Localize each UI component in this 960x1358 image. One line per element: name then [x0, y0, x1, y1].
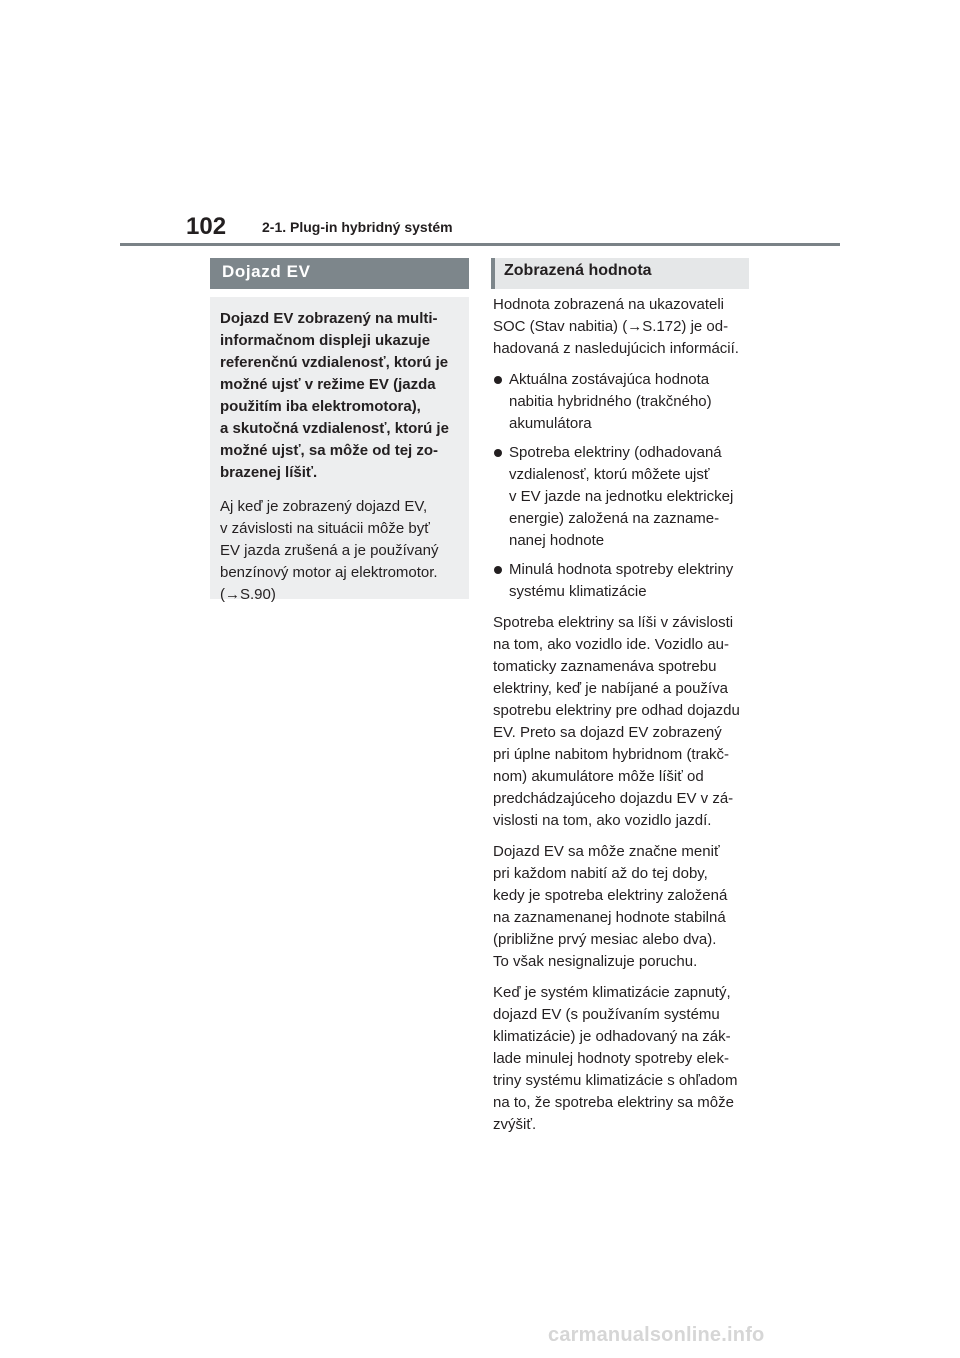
left-info-box: [210, 297, 469, 603]
right-paragraph: Spotreba elektriny sa líši v závislosti na tom, ako vozidlo ide. Vozidlo au- tomaticky zaznamenáva spotrebu elektriny, keď je nabíjané a používa spotrebu elektriny pre odhad dojazdu EV. Preto sa dojazd EV zobrazený pri úplne nabitom hybridnom (trakč- nom) akumulátore môže líšiť od predchádzajúceho dojazdu EV v zá- vislosti na tom, ako vozidlo jazdí.: [493, 614, 740, 829]
left-normal-text: Aj keď je zobrazený dojazd EV, v závislosti na situácii môže byť EV jazda zrušená a je používaný benzínový motor aj elektromotor. (→S.90): [220, 498, 439, 603]
list-item: [493, 369, 755, 435]
list-item: [493, 442, 755, 552]
bullet-dot-icon: [494, 449, 502, 457]
left-title: Dojazd EV: [222, 262, 311, 281]
right-title: Zobrazená hodnota: [504, 262, 652, 279]
bullet-list: [493, 369, 755, 603]
left-bold-text: Dojazd EV zobrazený na multi- informačnom displeji ukazuje referenčnú vzdialenosť, ktorú je možné ujsť v režime EV (jazda použitím iba elektromotora), a skutočná vzdialenosť, ktorú je možné ujsť, sa môže od tej zo- brazenej líšiť.: [220, 310, 449, 481]
bullet-dot-icon: [494, 566, 502, 574]
right-intro: Hodnota zobrazená na ukazovateli SOC (Stav nabitia) (→S.172) je od- hadovaná z nasledujúcich informácií.: [493, 296, 739, 357]
bullet-dot-icon: [494, 376, 502, 384]
right-paragraph: Dojazd EV sa môže značne meniť pri každom nabití až do tej doby, kedy je spotreba elektriny založená na zaznamenanej hodnote stabilná (približne prvý mesiac alebo dva). To však nesignalizuje poruchu.: [493, 843, 728, 970]
right-paragraph: Keď je systém klimatizácie zapnutý, dojazd EV (s používaním systému klimatizácie) je odhadovaný na zák- lade minulej hodnoty spotreby elek- triny systému klimatizácie s ohľadom na to, že spotreba elektriny sa môže zvýšiť.: [493, 984, 738, 1133]
left-title-bar: [210, 258, 469, 289]
section-header: 2-1. Plug-in hybridný systém: [262, 219, 453, 235]
bullet-text: Minulá hodnota spotreby elektriny systému klimatizácie: [509, 561, 734, 600]
page-number: 102: [186, 213, 227, 240]
right-title-bar: [491, 258, 749, 289]
watermark-link[interactable]: carmanualsonline.info: [548, 1324, 765, 1346]
list-item: [493, 559, 755, 603]
right-column: [493, 294, 755, 1145]
bullet-text: Aktuálna zostávajúca hodnota nabitia hybridného (trakčného) akumulátora: [509, 371, 712, 432]
header-rule: [120, 243, 840, 246]
bullet-text: Spotreba elektriny (odhadovaná vzdialenosť, ktorú môžete ujsť v EV jazde na jednotku elektrickej energie) založená na zazname- nanej hodnote: [509, 444, 734, 549]
